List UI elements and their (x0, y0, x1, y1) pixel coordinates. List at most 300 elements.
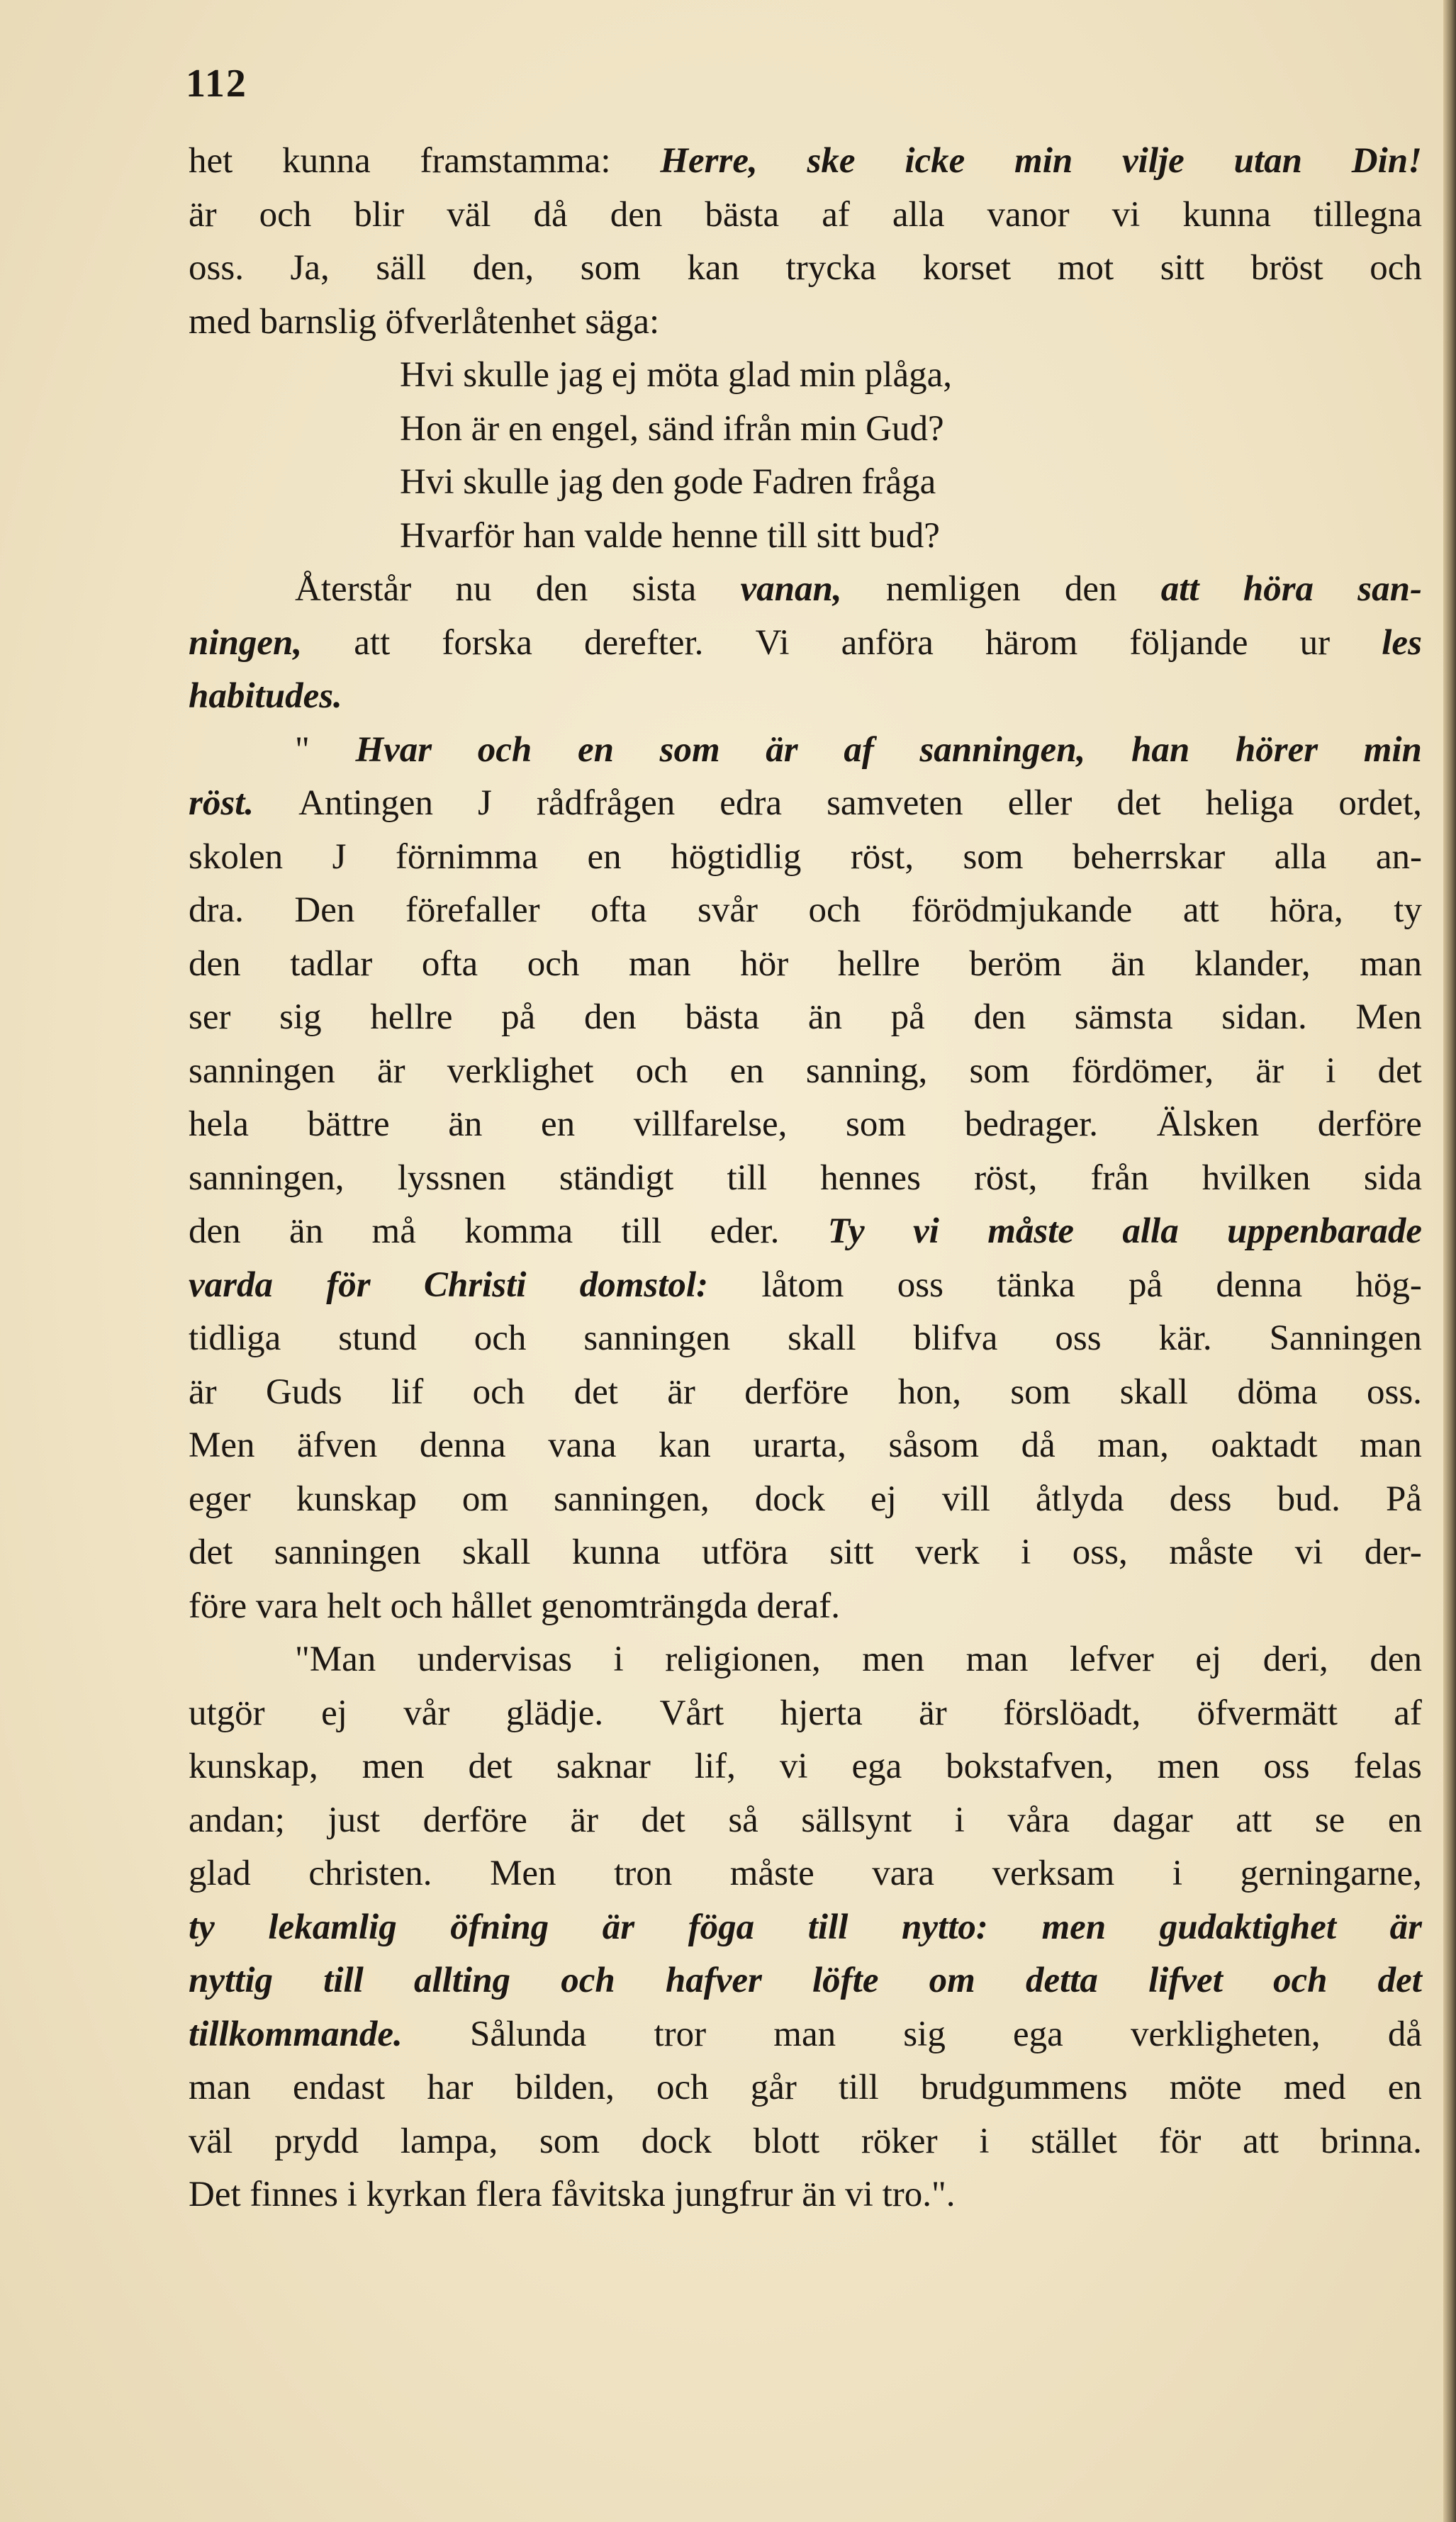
word: hon, (897, 1372, 961, 1412)
italic-word: vi (913, 1211, 939, 1251)
text-line (189, 1526, 1422, 1580)
word: är (376, 1050, 405, 1091)
text-line (189, 1045, 1422, 1099)
word: se (1314, 1800, 1345, 1840)
word: i (979, 2121, 990, 2161)
italic-word: san- (1357, 569, 1422, 609)
text-line (189, 670, 1422, 724)
word: "Man (295, 1640, 376, 1679)
word: tidliga (189, 1318, 281, 1358)
word: skall (788, 1318, 856, 1358)
word: skall (1119, 1372, 1189, 1412)
word: det (1377, 1050, 1422, 1091)
word: denna (1216, 1265, 1303, 1305)
word: Vårt (659, 1693, 724, 1733)
text-segment: Hvi skulle jag ej möta glad min plåga, (400, 355, 952, 395)
word: röst, (974, 1158, 1038, 1198)
word: förefaller (405, 890, 540, 930)
text-segment: med barnslig öfverlåtenhet säga: (189, 301, 660, 342)
word: anföra (841, 622, 934, 663)
text-line (189, 1259, 1422, 1313)
italic-word: vanan, (740, 569, 842, 609)
word: som (1010, 1372, 1071, 1412)
italic-word: som (659, 729, 720, 770)
word: eger (189, 1479, 251, 1519)
word: högtidlig (671, 836, 802, 877)
text-line (189, 135, 1422, 189)
text-line (189, 1419, 1422, 1473)
word: denna (419, 1425, 506, 1465)
word: då (1021, 1425, 1055, 1465)
word: ty (1394, 890, 1422, 930)
word: sida (1363, 1158, 1422, 1198)
word: vanor (987, 194, 1070, 235)
italic-word: att (1160, 569, 1199, 609)
word: ordet, (1338, 783, 1422, 823)
poem-line (189, 510, 1422, 564)
word: sanningen, (554, 1479, 710, 1519)
italic-word: varda (189, 1265, 273, 1305)
italic-word: ty (189, 1907, 215, 1947)
word: bud. (1277, 1479, 1340, 1519)
word: tron (614, 1854, 673, 1893)
word: vi (1111, 194, 1141, 235)
text-segment: Hvarför han valde henne till sitt bud? (400, 515, 940, 556)
text-line (189, 1580, 1422, 1634)
word: sig (903, 2014, 946, 2054)
text-line (189, 189, 1422, 242)
word: såsom (888, 1425, 979, 1465)
word: vi (1294, 1532, 1323, 1572)
word: Guds (265, 1372, 342, 1412)
word: än (448, 1104, 483, 1144)
word: man (189, 2068, 251, 2107)
word: är (570, 1800, 598, 1840)
italic-text: habitudes. (189, 676, 342, 716)
italic-word: utan (1233, 141, 1302, 181)
word: utföra (701, 1532, 788, 1572)
word: sanningen, (189, 1158, 345, 1198)
word: af (822, 194, 850, 235)
word: från (1090, 1158, 1149, 1198)
word: bilden, (515, 2068, 615, 2107)
poem-line (189, 456, 1422, 510)
word: och (474, 1318, 527, 1358)
word: då (533, 194, 568, 235)
word: hellre (837, 943, 920, 984)
word: skolen (189, 836, 284, 877)
word: lefver (1069, 1640, 1154, 1679)
word: fördömer, (1071, 1050, 1214, 1091)
word: verk (915, 1532, 980, 1572)
word: dock (754, 1479, 825, 1519)
word: förödmjukande (911, 890, 1133, 930)
italic-word: uppenbarade (1227, 1211, 1422, 1251)
italic-word: alla (1122, 1211, 1179, 1251)
word: Sanningen (1269, 1318, 1422, 1358)
word: ega (1013, 2014, 1063, 2054)
word: att (354, 622, 391, 663)
word: Vi (755, 622, 790, 663)
text-line (189, 617, 1422, 671)
italic-word: min (1363, 729, 1422, 770)
italic-word: måste (987, 1211, 1075, 1251)
italic-word: till (807, 1907, 849, 1947)
word: sitt (829, 1532, 874, 1572)
word: och (527, 943, 580, 984)
text-line (189, 938, 1422, 992)
word: nemligen (885, 569, 1021, 609)
word: som (963, 836, 1024, 877)
word: måste (1169, 1532, 1254, 1572)
italic-word: för (326, 1265, 371, 1305)
word: man (773, 2014, 836, 2054)
word: trycka (785, 248, 876, 288)
word: Antingen (298, 783, 433, 823)
italic-word: Din! (1351, 141, 1422, 181)
word: det (641, 1800, 685, 1840)
word: dra. (189, 890, 244, 930)
word: en (541, 1104, 576, 1144)
italic-word: en (577, 729, 614, 770)
word: oss. (189, 248, 244, 288)
word: verksam (992, 1854, 1115, 1893)
word: hjerta (780, 1693, 863, 1733)
word: tadlar (290, 943, 373, 984)
word: prydd (274, 2121, 359, 2161)
word: är (667, 1372, 695, 1412)
word: i (1326, 1050, 1336, 1091)
word: J (332, 836, 347, 877)
word: verklighet (447, 1050, 594, 1091)
word: J (478, 783, 492, 823)
word: rådfrågen (536, 783, 676, 823)
word: oss. (1366, 1372, 1422, 1412)
word: kan (687, 248, 739, 288)
text-segment: före vara helt och hållet genomträngda deraf. (189, 1586, 840, 1626)
word: kan (659, 1425, 711, 1465)
word: men (362, 1747, 425, 1786)
word: säll (376, 248, 427, 288)
word: utgör (189, 1693, 265, 1733)
word: skall (462, 1532, 531, 1572)
word: blott (753, 2121, 820, 2161)
text-line (189, 2168, 1422, 2222)
italic-word: är (766, 729, 798, 770)
word: ofta (421, 943, 478, 984)
word: På (1385, 1479, 1422, 1519)
italic-word: min (1014, 141, 1073, 181)
word: i (954, 1800, 965, 1840)
word: en (1387, 1800, 1422, 1840)
word: som (846, 1104, 907, 1144)
word: forska (442, 622, 532, 663)
word: då (1387, 2014, 1422, 2054)
word: sanningen (583, 1318, 731, 1358)
word: eder. (710, 1211, 780, 1251)
word: möte (1169, 2068, 1242, 2107)
italic-word: till (323, 1961, 364, 2000)
word: korset (922, 248, 1012, 288)
word: stället (1031, 2121, 1118, 2161)
word: måste (729, 1854, 814, 1893)
word: derföre (1317, 1104, 1422, 1144)
italic-word: icke (905, 141, 965, 181)
word: ej (321, 1693, 347, 1733)
word: alla (892, 194, 945, 235)
italic-word: och (1273, 1961, 1328, 2000)
word: ser (189, 997, 231, 1037)
text-line (189, 1847, 1422, 1901)
word: Men (1355, 997, 1422, 1037)
word: sanning, (805, 1050, 928, 1091)
word: alla (1274, 836, 1327, 877)
italic-word: han (1131, 729, 1190, 770)
word: kunskap (296, 1479, 417, 1519)
word: en (729, 1050, 764, 1091)
italic-word: domstol: (579, 1265, 709, 1305)
word: bedrager. (964, 1104, 1098, 1144)
word: Sålunda (469, 2014, 587, 2054)
word: en (1387, 2068, 1422, 2107)
word: svår (698, 890, 758, 930)
word: christen. (308, 1854, 432, 1893)
word: lif (391, 1372, 424, 1412)
italic-word: om (929, 1961, 975, 2000)
text-line (189, 884, 1422, 938)
word: glad (189, 1854, 251, 1893)
word: dess (1169, 1479, 1232, 1519)
word: som (969, 1050, 1030, 1091)
word: ofta (590, 890, 647, 930)
word: gerningarne, (1240, 1854, 1422, 1893)
text-line (189, 777, 1422, 831)
word: verkligheten, (1130, 2014, 1321, 2054)
word: och (808, 890, 861, 930)
word: bokstafven, (946, 1747, 1114, 1786)
word: till (621, 1211, 662, 1251)
word: att (1243, 2121, 1279, 2161)
text-line (189, 296, 1422, 349)
word: Men (189, 1425, 255, 1465)
word: våra (1007, 1800, 1070, 1840)
word: just (327, 1800, 381, 1840)
word: glädje. (505, 1693, 604, 1733)
word: Återstår (295, 569, 412, 609)
word: religionen, (665, 1640, 821, 1679)
word: sitt (1160, 248, 1205, 288)
text-line (189, 831, 1422, 885)
word: i (1172, 1854, 1183, 1893)
word: sista (632, 569, 697, 609)
word: derföre (422, 1800, 527, 1840)
italic-word: Hvar (355, 729, 432, 770)
word: är (189, 1372, 217, 1412)
page-number: 112 (186, 62, 247, 106)
text-line (189, 1901, 1422, 1955)
italic-word: les (1382, 622, 1422, 663)
word: att (1182, 890, 1219, 930)
word: man (628, 943, 691, 984)
word: felas (1353, 1747, 1422, 1786)
word: väl (447, 194, 491, 235)
word: ej (870, 1479, 897, 1519)
word: och (656, 2068, 709, 2107)
word: vår (403, 1693, 450, 1733)
word: ur (1299, 622, 1331, 663)
word: mot (1057, 248, 1114, 288)
word: eller (1007, 783, 1073, 823)
word: hela (189, 1104, 249, 1144)
word: kunna (1182, 194, 1272, 235)
word: urarta, (753, 1425, 846, 1465)
word: sig (279, 997, 322, 1037)
word: som (580, 248, 641, 288)
italic-word: Herre, (660, 141, 758, 181)
italic-word: är (602, 1907, 635, 1947)
word: ständigt (559, 1158, 674, 1198)
word: oaktadt (1211, 1425, 1318, 1465)
text-segment: Det finnes i kyrkan flera fåvitska jungfrur än vi tro.". (189, 2175, 956, 2214)
word: Ja, (290, 248, 330, 288)
word: komma (464, 1211, 573, 1251)
italic-word: hörer (1235, 729, 1318, 770)
word: bröst (1250, 248, 1323, 288)
italic-word: hafver (665, 1961, 762, 2000)
word: låtom (761, 1265, 844, 1305)
text-line (189, 1794, 1422, 1848)
word: en (587, 836, 622, 877)
word: hennes (820, 1158, 921, 1198)
word: vana (548, 1425, 617, 1465)
word: ega (851, 1747, 902, 1786)
word: sanningen (274, 1532, 421, 1572)
word: röst, (850, 836, 914, 877)
word: bästa (685, 997, 760, 1037)
word: öfvermätt (1197, 1693, 1338, 1733)
word: hör (740, 943, 789, 984)
italic-word: öfning (450, 1907, 549, 1947)
word: tror (654, 2014, 707, 2054)
word: heliga (1205, 783, 1294, 823)
word: på (1128, 1265, 1163, 1305)
word: går (750, 2068, 797, 2107)
text-line (189, 242, 1422, 296)
text-line (189, 2115, 1422, 2169)
word: röker (861, 2121, 938, 2161)
word: endast (292, 2068, 386, 2107)
word: vara (872, 1854, 935, 1893)
italic-word: och (561, 1961, 615, 2000)
word: deri, (1262, 1640, 1328, 1679)
word: åtlyda (1035, 1479, 1124, 1519)
word: dock (641, 2121, 712, 2161)
text-line (189, 1633, 1422, 1687)
word: följande (1129, 622, 1248, 663)
text-line (189, 2008, 1422, 2062)
word: och (472, 1372, 525, 1412)
text-line (189, 724, 1422, 778)
word: än (807, 997, 842, 1037)
word: Den (294, 890, 355, 930)
word: hellre (370, 997, 453, 1037)
word: man (965, 1640, 1029, 1679)
italic-word: vilje (1122, 141, 1185, 181)
word: lampa, (400, 2121, 498, 2161)
word: beröm (969, 943, 1062, 984)
word: derföre (744, 1372, 849, 1412)
word: oss (897, 1265, 943, 1305)
word: den (610, 194, 663, 235)
text-line (189, 1098, 1422, 1152)
word: oss, (1072, 1532, 1128, 1572)
text-segment: Hon är en engel, sänd ifrån min Gud? (400, 408, 944, 449)
word: saknar (556, 1747, 651, 1786)
word: kunna (282, 141, 371, 181)
word: väl (189, 2121, 233, 2161)
word: ej (1195, 1640, 1222, 1679)
word: oss (1055, 1318, 1102, 1358)
word: att (1236, 1800, 1272, 1840)
italic-word: sanningen, (919, 729, 1086, 770)
text-line (189, 1205, 1422, 1259)
italic-word: gudaktighet (1159, 1907, 1337, 1947)
word: som (539, 2121, 600, 2161)
word: den, (472, 248, 534, 288)
word: den (1064, 569, 1117, 609)
word: det (189, 1532, 233, 1572)
word: till (838, 2068, 879, 2107)
word: Men (490, 1854, 556, 1893)
text-line (189, 1687, 1422, 1741)
word: an- (1375, 836, 1422, 877)
word: det (573, 1372, 618, 1412)
word: och (635, 1050, 688, 1091)
word: äfven (297, 1425, 378, 1465)
word: än (289, 1211, 324, 1251)
word: den (1370, 1640, 1422, 1679)
word: den (189, 1211, 241, 1251)
word: bästa (705, 194, 780, 235)
word: härom (985, 622, 1078, 663)
word: har (427, 2068, 474, 2107)
word: kär. (1158, 1318, 1212, 1358)
word: af (1394, 1693, 1422, 1733)
text-segment: Hvi skulle jag den gode Fadren fråga (400, 462, 936, 502)
word: stund (338, 1318, 417, 1358)
word: lyssnen (397, 1158, 506, 1198)
poem-line (189, 349, 1422, 403)
word: är (189, 194, 217, 235)
word: tänka (997, 1265, 1075, 1305)
italic-word: lifvet (1148, 1961, 1223, 2000)
word: tillegna (1314, 194, 1422, 235)
italic-word: af (844, 729, 874, 770)
word: är (919, 1693, 947, 1733)
word: dagar (1112, 1800, 1193, 1840)
word: och (259, 194, 312, 235)
italic-word: detta (1025, 1961, 1098, 2000)
word: i (613, 1640, 624, 1679)
text-line (189, 2061, 1422, 2115)
italic-word: röst. (189, 783, 254, 823)
word: bättre (307, 1104, 390, 1144)
word: hvilken (1202, 1158, 1311, 1198)
word: andan; (189, 1800, 285, 1840)
text-line (189, 991, 1422, 1045)
word: der- (1364, 1532, 1422, 1572)
word: derefter. (583, 622, 704, 663)
